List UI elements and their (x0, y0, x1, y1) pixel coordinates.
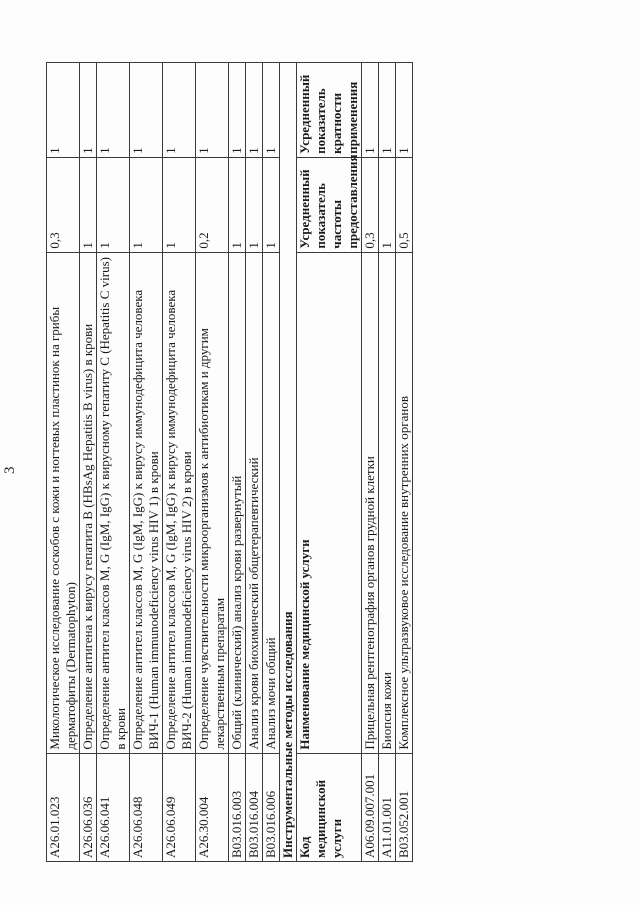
table-row (246, 63, 263, 862)
header-mult: Усредненный показатель кратности применения (297, 63, 362, 158)
rotated-content (2, 62, 566, 862)
frequency-value: 0,3 (47, 157, 80, 252)
table-row (130, 63, 163, 862)
header-name: Наименование медицинской услуги (297, 252, 362, 753)
service-code: A26.06.036 (80, 753, 97, 861)
multiplicity-value: 1 (47, 63, 80, 158)
service-code: A26.30.004 (196, 753, 229, 861)
services-table (46, 62, 413, 862)
multiplicity-value: 1 (362, 63, 379, 158)
table-row (396, 63, 413, 862)
table-row (196, 63, 229, 862)
service-code: A26.06.041 (97, 753, 130, 861)
table-row (263, 63, 280, 862)
header-freq: Усредненный показатель частоты предоставления (297, 157, 362, 252)
multiplicity-value: 1 (246, 63, 263, 158)
service-name: Биопсия кожи (379, 252, 396, 753)
multiplicity-value: 1 (196, 63, 229, 158)
header-row (297, 63, 362, 862)
frequency-value: 1 (263, 157, 280, 252)
multiplicity-value: 1 (163, 63, 196, 158)
frequency-value: 1 (163, 157, 196, 252)
frequency-value: 1 (130, 157, 163, 252)
frequency-value: 0,3 (362, 157, 379, 252)
table-row (379, 63, 396, 862)
multiplicity-value: 1 (263, 63, 280, 158)
section-row (280, 63, 297, 862)
table-row (229, 63, 246, 862)
frequency-value: 1 (80, 157, 97, 252)
table-row (47, 63, 80, 862)
multiplicity-value: 1 (396, 63, 413, 158)
service-name: Микологическое исследование соскобов с кожи и ногтевых пластинок на грибы дерматофиты (Dermatophyton) (47, 252, 80, 753)
service-code: B03.016.006 (263, 753, 280, 861)
service-name: Прицельная рентгенография органов грудной клетки (362, 252, 379, 753)
service-code: A26.01.023 (47, 753, 80, 861)
service-name: Определение антител классов M, G (IgM, IgG) к вирусному гепатиту C (Hepatitis C virus) в крови (97, 252, 130, 753)
multiplicity-value: 1 (379, 63, 396, 158)
frequency-value: 1 (97, 157, 130, 252)
service-name: Общий (клинический) анализ крови развернутый (229, 252, 246, 753)
multiplicity-value: 1 (229, 63, 246, 158)
service-code: A26.06.049 (163, 753, 196, 861)
service-code: A06.09.007.001 (362, 753, 379, 861)
table-row (97, 63, 130, 862)
section-title: Инструментальные методы исследования (280, 63, 297, 862)
table-row (362, 63, 379, 862)
page-number: 3 (2, 466, 18, 474)
service-name: Анализ мочи общий (263, 252, 280, 753)
service-name: Определение антигена к вирусу гепатита B (HBsAg Hepatitis B virus) в крови (80, 252, 97, 753)
service-name: Комплексное ультразвуковое исследование внутренних органов (396, 252, 413, 753)
service-code: B03.016.003 (229, 753, 246, 861)
table-row (163, 63, 196, 862)
frequency-value: 1 (379, 157, 396, 252)
service-name: Определение антител классов M, G (IgM, IgG) к вирусу иммунодефицита человека ВИЧ-1 (Human immunodeficiency virus HIV 1) в крови (130, 252, 163, 753)
service-code: A11.01.001 (379, 753, 396, 861)
header-code: Код медицинской услуги (297, 753, 362, 861)
frequency-value: 1 (246, 157, 263, 252)
table-row (80, 63, 97, 862)
frequency-value: 0,5 (396, 157, 413, 252)
service-code: A26.06.048 (130, 753, 163, 861)
service-name: Определение чувствительности микроорганизмов к антибиотикам и другим лекарственным препаратам (196, 252, 229, 753)
service-name: Анализ крови биохимический общетерапевтический (246, 252, 263, 753)
service-code: B03.052.001 (396, 753, 413, 861)
multiplicity-value: 1 (80, 63, 97, 158)
service-code: B03.016.004 (246, 753, 263, 861)
frequency-value: 1 (229, 157, 246, 252)
frequency-value: 0,2 (196, 157, 229, 252)
multiplicity-value: 1 (97, 63, 130, 158)
service-name: Определение антител классов M, G (IgM, IgG) к вирусу иммунодефицита человека ВИЧ-2 (Human immunodeficiency virus HIV 2) в крови (163, 252, 196, 753)
multiplicity-value: 1 (130, 63, 163, 158)
